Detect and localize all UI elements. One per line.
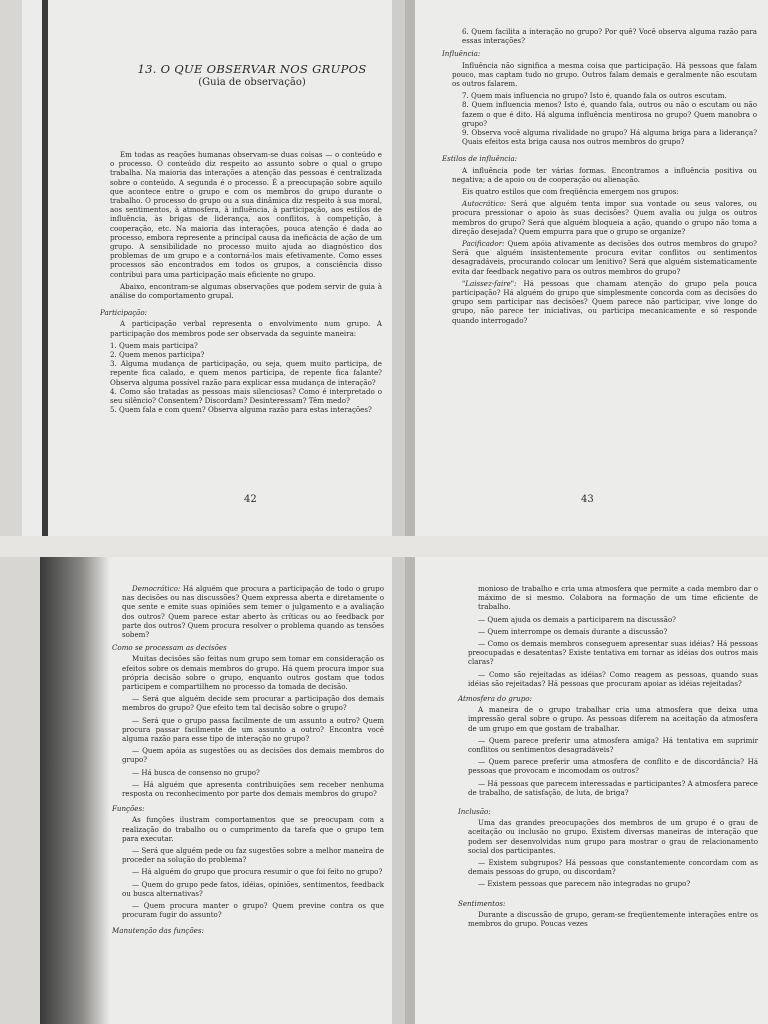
intro-paragraph: Em todas as reações humanas observam-se duas coisas — o conteúdo e o processo. O conteúdo diz respeito ao assunto sobre o qual o grupo trabalha. Na maioria das interações a atenção das pessoas é centralizada sobre o conteúdo. A segunda é o processo. É a preocupação sobre aquilo que acontece entre o grupo e com os membros do grupo durante o trabalho. O processo do grupo ou a sua dinâmica diz respeito à sua moral, aos sentimentos, à atmosfera, à influência, à participação, aos estilos de influência, às brigas de liderança, aos conflitos, à competição, à cooperação, etc. Na maioria das interações, pouca atenção é dada ao processo, embora represente a principal causa da ineficácia de ação de um grupo. A sensibilidade no processo muito ajuda ao diagnóstico dos problemas de um grupo e a contorná-los mais efetivamente. Como esses processos são encontrados em todos os grupos, a consciência disso contribui para uma participação mais eficiente no grupo. xyxy=(110,150,382,279)
section-text: Influência não significa a mesma coisa que participação. Há pessoas que falam pouco, mas captam tudo no grupo. Outros falam demais e geralmente não escutam os outros falarem. xyxy=(452,60,757,89)
style-text: Quem apóia ativamente as decisões dos outros membros do grupo? Será que alguém insistentemente procura evitar conflitos ou sentimentos desagradáveis, procurando colocar um lenitivo? Será que alguém sistematicamente evita dar feedback negativo para os outros membros do grupo? xyxy=(452,239,757,276)
list-item: — Quem do grupo pede fatos, idéias, opiniões, sentimentos, feedback ou busca alternativas? xyxy=(122,879,384,898)
style-text: Há alguém que procura a participação de todo o grupo nas decisões ou nas discussões? Quem expressa aberta e diretamente o que sente e emite suas opiniões sem temer o julgamento e a avaliação dos outros? Quem parece estar aberto às críticas ou ao feedback por parte dos outros? Quem procura resolver o problema quando as tensões sobem? xyxy=(122,584,384,640)
chapter-subtitle: (Guia de observação) xyxy=(198,77,306,88)
list-item: 7. Quem mais influencia no grupo? Isto é, quando fala os outros escutam. xyxy=(462,91,727,101)
style-name: "Laissez-faire": xyxy=(462,278,517,288)
list-item: 8. Quem influencia menos? Isto é, quando fala, outros ou não o escutam ou não fazem o que é dito. Há alguma influência mentirosa no grupo? Quem manobra o grupo? xyxy=(462,100,757,128)
question-list xyxy=(110,341,382,415)
list-item: — Quem procura manter o grupo? Quem previne contra os que procuram fugir do assunto? xyxy=(122,901,384,920)
style-paragraph xyxy=(452,239,757,276)
list-item: — Como os demais membros conseguem apresentar suas idéias? Há pessoas preocupadas e desatentas? Existe tentativa em tornar as idéias dos outros mais claras? xyxy=(468,639,758,667)
list-item: — Como são rejeitadas as idéias? Como reagem as pessoas, quando suas idéias são rejeitadas? Há pessoas que procuram apoiar as idéias rejeitadas? xyxy=(468,669,758,688)
page-edge xyxy=(405,557,415,1024)
style-text: Será que alguém tenta impor sua vontade ou seus valores, ou procura pressionar o apoio às suas decisões? Quem avalia ou julga os outros membros do grupo? Será que alguém bloqueia a ação, quando o grupo não toma a direção desejada? Quem empurra para que o grupo se organize? xyxy=(452,199,757,236)
binding-shadow xyxy=(40,557,110,1024)
chapter-title xyxy=(122,62,382,88)
section-heading: Influência: xyxy=(442,49,481,59)
style-paragraph xyxy=(452,279,757,325)
list-item: — Há pessoas que parecem interessadas e participantes? A atmosfera parece de trabalho, de satisfação, de luta, de briga? xyxy=(468,778,758,797)
page-43-body xyxy=(442,27,757,328)
list-item: — Há alguém do grupo que procura resumir o que foi feito no grupo? xyxy=(132,867,383,877)
section-text: Muitas decisões são feitas num grupo sem tomar em consideração os efeitos sobre os demais membros do grupo. Há quem procura impor sua própria decisão sobre o grupo, enquanto outros gostam que todos participem e compartilhem no processo da tomada de decisão. xyxy=(122,654,384,692)
section-text: Durante a discussão de grupo, geram-se freqüentemente interações entre os membros do grupo. Poucas vezes xyxy=(468,909,758,929)
list-item: 2. Quem menos participa? xyxy=(110,350,205,360)
section-heading: Como se processam as decisões xyxy=(112,643,227,653)
continued-text: monioso de trabalho e cria uma atmosfera que permite a cada membro dar o máximo de si mesmo. Colabora na formação de um time eficiente de trabalho. xyxy=(478,584,758,612)
section-heading: Manutenção das funções: xyxy=(112,925,204,935)
section-text: A participação verbal representa o envolvimento num grupo. A participação dos membros pode ser observada da seguinte maneira: xyxy=(110,319,382,338)
list-item: — Quem interrompe os demais durante a discussão? xyxy=(478,626,668,636)
style-name: Pacificador: xyxy=(462,239,505,249)
list-item: — Será que alguém pede ou faz sugestões sobre a melhor maneira de proceder na solução do problema? xyxy=(122,846,384,865)
page-45-body xyxy=(458,584,758,931)
section-heading: Estilos de influência: xyxy=(442,154,518,164)
style-name: Autocrático: xyxy=(462,199,507,209)
page-43 xyxy=(405,0,768,536)
list-item: — Quem apóia as sugestões ou as decisões dos demais membros do grupo? xyxy=(122,746,384,765)
style-text: Há pessoas que chamam atenção do grupo pela pouca participação? Há alguém do grupo que simplesmente concorda com as decisões do grupo sem participar nas decisões? Quem parece não participar, vive longe do grupo, não parece ter iniciativas, ou participa mecanicamente e só responde quando interrogado? xyxy=(452,278,757,325)
section-text: Uma das grandes preocupações dos membros de um grupo é o grau de aceitação ou inclusão no grupo. Existem diversas maneiras de interação que podem ser desenvolvidas num grupo para mostrar o grau de relacionamento social dos participantes. xyxy=(468,818,758,855)
list-item: 4. Como são tratadas as pessoas mais silenciosas? Como é interpretado o seu silêncio? Consentem? Discordam? Desinteressam? Têm medo? xyxy=(110,386,382,406)
list-item: — Quem parece preferir uma atmosfera amiga? Há tentativa em suprimir conflitos ou sentimentos desagradáveis? xyxy=(468,735,758,755)
gutter-vertical xyxy=(392,0,405,1024)
page-42-body xyxy=(100,150,382,415)
list-item: — Há busca de consenso no grupo? xyxy=(132,767,260,777)
page-45 xyxy=(405,557,768,1024)
chapter-heading: 13. O QUE OBSERVAR NOS GRUPOS xyxy=(137,62,367,76)
section-text: A influência pode ter várias formas. Encontramos a influência positiva ou negativa; a de apoio ou de cooperação ou alienação. xyxy=(452,165,757,184)
style-paragraph xyxy=(122,584,384,639)
list-item: — Existem pessoas que parecem não integradas no grupo? xyxy=(478,879,691,889)
book-spine xyxy=(42,0,48,536)
section-heading: Sentimentos: xyxy=(458,898,506,908)
list-item: 3. Alguma mudança de participação, ou seja, quem muito participa, de repente fica calado, e quem menos participa, de repente fica falante? Observa alguma possível razão para explicar essa mudança de interação? xyxy=(110,359,382,387)
page-44-body xyxy=(112,584,384,937)
page-edge xyxy=(405,0,415,536)
gutter-horizontal xyxy=(0,536,768,557)
list-item: — Será que o grupo passa facilmente de um assunto a outro? Quem procura passar facilmente de um assunto a outro? Encontra você alguma razão para esse tipo de interação no grupo? xyxy=(122,715,384,744)
page-42 xyxy=(22,0,392,536)
list-item: — Existem subgrupos? Há pessoas que constantemente concordam com as demais pessoas do grupo, ou discordam? xyxy=(468,858,758,877)
page-44 xyxy=(40,557,392,1024)
section-text: As funções ilustram comportamentos que se preocupam com a realização do trabalho ou o cumprimento da tarefa que o grupo tem para executar. xyxy=(122,815,384,843)
section-heading: Atmosfera do grupo: xyxy=(458,694,532,704)
section-heading: Funções: xyxy=(112,804,145,814)
section-text-2: Eis quatro estilos que com freqüência emergem nos grupos: xyxy=(462,187,679,197)
page-number: 43 xyxy=(581,494,594,505)
list-item: 1. Quem mais participa? xyxy=(110,340,198,350)
intro-paragraph-2: Abaixo, encontram-se algumas observações que podem servir de guia à análise do comportamento grupal. xyxy=(110,281,382,301)
list-item: 6. Quem facilita a interação no grupo? Por quê? Você observa alguma razão para essas interações? xyxy=(462,27,757,46)
list-item: — Quem parece preferir uma atmosfera de conflito e de discordância? Há pessoas que provocam e incomodam os outros? xyxy=(468,757,758,776)
list-item: 9. Observa você alguma rivalidade no grupo? Há alguma briga para a liderança? Quais efeitos esta briga causa nos outros membros do grupo? xyxy=(462,128,757,147)
list-item: — Há alguém que apresenta contribuições sem receber nenhuma resposta ou reconhecimento por parte dos demais membros do grupo? xyxy=(122,779,384,799)
section-heading: Inclusão: xyxy=(458,807,491,817)
section-heading: Participação: xyxy=(100,308,148,318)
page-number: 42 xyxy=(244,494,257,505)
section-text: A maneira de o grupo trabalhar cria uma atmosfera que deixa uma impressão geral sobre o grupo. As pessoas diferem na aceitação da atmosfera de um grupo em que gostam de trabalhar. xyxy=(468,705,758,733)
list-item: — Será que alguém decide sem procurar a participação dos demais membros do grupo? Que efeito tem tal decisão sobre o grupo? xyxy=(122,694,384,713)
list-item: 5. Quem fala e com quem? Observa alguma razão para estas interações? xyxy=(110,405,372,415)
style-paragraph xyxy=(452,199,757,236)
style-name: Democrático: xyxy=(132,584,181,593)
list-item: — Quem ajuda os demais a participarem na discussão? xyxy=(478,614,676,624)
